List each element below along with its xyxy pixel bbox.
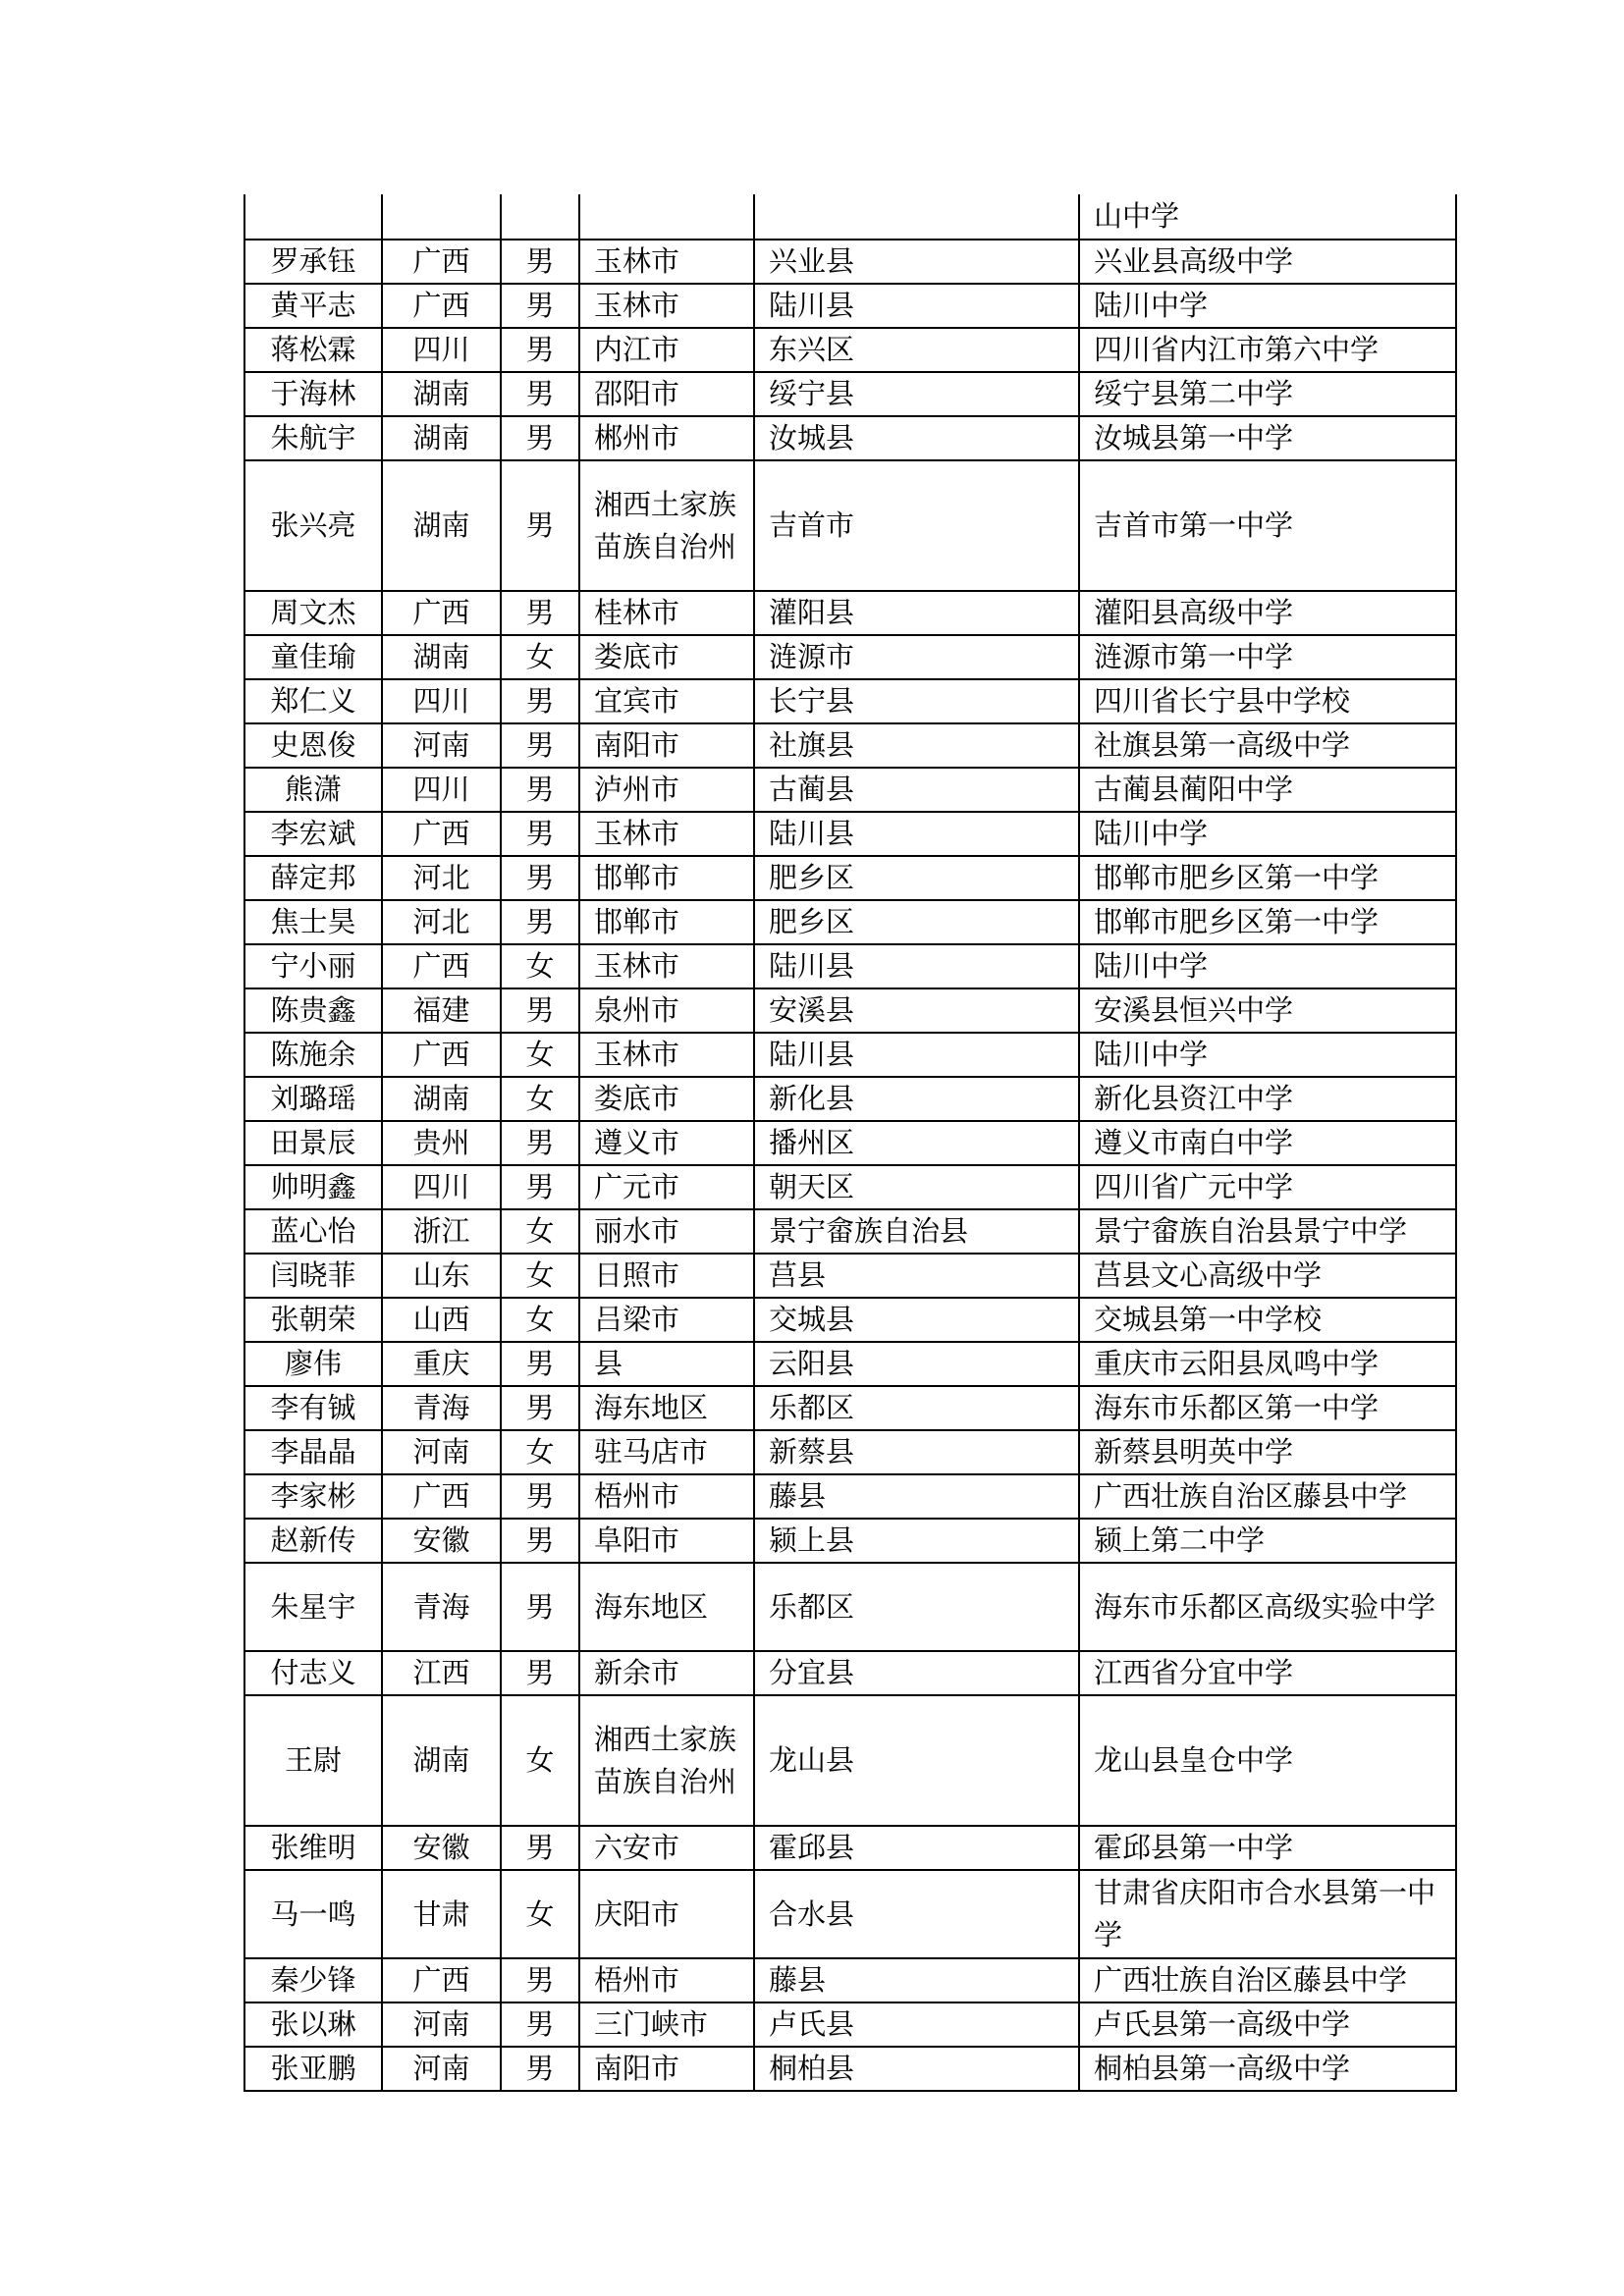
province-cell: 广西 [382,591,501,635]
city-cell: 玉林市 [579,1033,754,1077]
name-cell: 焦士昊 [244,900,382,944]
city-cell: 玉林市 [579,812,754,856]
city-cell: 泉州市 [579,988,754,1033]
province-cell: 山西 [382,1298,501,1342]
city-cell: 遵义市 [579,1121,754,1165]
table-row [244,812,1456,856]
province-cell: 广西 [382,812,501,856]
city-cell: 桂林市 [579,591,754,635]
city-cell: 湘西土家族苗族自治州 [579,460,754,591]
school-cell: 邯郸市肥乡区第一中学 [1079,856,1456,900]
county-cell: 莒县 [754,1254,1079,1298]
table-row [244,372,1456,416]
county-cell: 安溪县 [754,988,1079,1033]
gender-cell: 男 [501,591,579,635]
school-cell: 海东市乐都区高级实验中学 [1079,1563,1456,1651]
province-cell: 四川 [382,768,501,812]
name-cell: 陈施余 [244,1033,382,1077]
county-cell: 颍上县 [754,1519,1079,1563]
province-cell: 广西 [382,1033,501,1077]
province-cell: 湖南 [382,460,501,591]
gender-cell: 男 [501,1165,579,1209]
city-cell: 海东地区 [579,1563,754,1651]
student-roster-table [244,194,1457,2092]
name-cell: 熊潇 [244,768,382,812]
city-cell: 日照市 [579,1254,754,1298]
gender-cell: 男 [501,988,579,1033]
province-cell: 广西 [382,1958,501,2002]
city-cell: 梧州市 [579,1958,754,2002]
county-cell: 新化县 [754,1077,1079,1121]
gender-cell: 男 [501,328,579,372]
province-cell: 福建 [382,988,501,1033]
school-cell: 古蔺县蔺阳中学 [1079,768,1456,812]
county-cell: 卢氏县 [754,2002,1079,2047]
city-cell: 县 [579,1342,754,1386]
school-cell: 陆川中学 [1079,1033,1456,1077]
gender-cell: 男 [501,240,579,284]
city-cell: 娄底市 [579,1077,754,1121]
school-cell: 莒县文心高级中学 [1079,1254,1456,1298]
city-cell: 南阳市 [579,723,754,768]
county-cell: 分宜县 [754,1651,1079,1695]
county-cell: 长宁县 [754,679,1079,723]
province-cell: 湖南 [382,1077,501,1121]
school-cell: 交城县第一中学校 [1079,1298,1456,1342]
table-row [244,1121,1456,1165]
table-row [244,900,1456,944]
gender-cell: 女 [501,1209,579,1254]
county-cell: 社旗县 [754,723,1079,768]
name-cell: 陈贵鑫 [244,988,382,1033]
school-cell: 颍上第二中学 [1079,1519,1456,1563]
gender-cell: 男 [501,723,579,768]
name-cell: 刘璐瑶 [244,1077,382,1121]
county-cell: 乐都区 [754,1563,1079,1651]
city-cell: 丽水市 [579,1209,754,1254]
school-cell: 新化县资江中学 [1079,1077,1456,1121]
city-cell: 南阳市 [579,2047,754,2091]
province-cell: 湖南 [382,416,501,460]
gender-cell: 男 [501,1651,579,1695]
school-cell: 霍邱县第一中学 [1079,1826,1456,1870]
school-cell: 江西省分宜中学 [1079,1651,1456,1695]
city-cell: 三门峡市 [579,2002,754,2047]
gender-cell: 女 [501,1430,579,1474]
table-row [244,240,1456,284]
table-row [244,1077,1456,1121]
school-cell: 汝城县第一中学 [1079,416,1456,460]
name-cell: 李有铖 [244,1386,382,1430]
table-row [244,1165,1456,1209]
province-cell: 河南 [382,723,501,768]
name-cell: 薛定邦 [244,856,382,900]
school-cell: 新蔡县明英中学 [1079,1430,1456,1474]
school-cell: 卢氏县第一高级中学 [1079,2002,1456,2047]
table-row [244,856,1456,900]
roster-body [244,194,1456,2091]
county-cell: 汝城县 [754,416,1079,460]
province-cell: 四川 [382,328,501,372]
table-row [244,1958,1456,2002]
gender-cell: 男 [501,1563,579,1651]
table-row [244,194,1456,240]
school-cell: 龙山县皇仓中学 [1079,1695,1456,1826]
name-cell: 付志义 [244,1651,382,1695]
table-row [244,1519,1456,1563]
table-row [244,1563,1456,1651]
table-row [244,1033,1456,1077]
school-cell: 涟源市第一中学 [1079,635,1456,679]
province-cell: 河南 [382,1430,501,1474]
name-cell: 赵新传 [244,1519,382,1563]
city-cell: 邯郸市 [579,856,754,900]
county-cell: 肥乡区 [754,900,1079,944]
name-cell: 张维明 [244,1826,382,1870]
province-cell: 安徽 [382,1519,501,1563]
province-cell: 贵州 [382,1121,501,1165]
table-row [244,635,1456,679]
city-cell: 庆阳市 [579,1870,754,1958]
city-cell: 邯郸市 [579,900,754,944]
school-cell: 邯郸市肥乡区第一中学 [1079,900,1456,944]
school-cell: 四川省广元中学 [1079,1165,1456,1209]
city-cell: 内江市 [579,328,754,372]
gender-cell: 女 [501,1254,579,1298]
county-cell: 云阳县 [754,1342,1079,1386]
county-cell: 灌阳县 [754,591,1079,635]
province-cell: 广西 [382,240,501,284]
name-cell: 黄平志 [244,284,382,328]
gender-cell: 女 [501,1870,579,1958]
city-cell: 郴州市 [579,416,754,460]
county-cell: 交城县 [754,1298,1079,1342]
school-cell: 社旗县第一高级中学 [1079,723,1456,768]
table-row [244,1870,1456,1958]
name-cell: 周文杰 [244,591,382,635]
gender-cell: 男 [501,2047,579,2091]
gender-cell: 女 [501,944,579,988]
school-cell: 重庆市云阳县凤鸣中学 [1079,1342,1456,1386]
province-cell: 重庆 [382,1342,501,1386]
gender-cell: 女 [501,635,579,679]
province-cell: 山东 [382,1254,501,1298]
gender-cell: 男 [501,1342,579,1386]
province-cell: 河南 [382,2047,501,2091]
name-cell: 李家彬 [244,1474,382,1519]
school-cell: 桐柏县第一高级中学 [1079,2047,1456,2091]
county-cell: 陆川县 [754,812,1079,856]
province-cell: 安徽 [382,1826,501,1870]
name-cell: 田景辰 [244,1121,382,1165]
county-cell: 乐都区 [754,1386,1079,1430]
name-cell: 闫晓菲 [244,1254,382,1298]
province-cell: 浙江 [382,1209,501,1254]
county-cell: 龙山县 [754,1695,1079,1826]
city-cell: 广元市 [579,1165,754,1209]
city-cell: 邵阳市 [579,372,754,416]
school-cell: 陆川中学 [1079,284,1456,328]
gender-cell: 女 [501,1298,579,1342]
gender-cell: 男 [501,900,579,944]
city-cell: 梧州市 [579,1474,754,1519]
county-cell: 藤县 [754,1958,1079,2002]
county-cell: 古蔺县 [754,768,1079,812]
city-cell: 湘西土家族苗族自治州 [579,1695,754,1826]
table-row [244,1298,1456,1342]
gender-cell: 男 [501,284,579,328]
gender-cell [501,194,579,240]
school-cell: 景宁畲族自治县景宁中学 [1079,1209,1456,1254]
table-row [244,768,1456,812]
county-cell [754,194,1079,240]
name-cell: 罗承钰 [244,240,382,284]
name-cell: 王尉 [244,1695,382,1826]
table-row [244,1430,1456,1474]
name-cell: 童佳瑜 [244,635,382,679]
gender-cell: 男 [501,1519,579,1563]
school-cell: 陆川中学 [1079,812,1456,856]
gender-cell: 男 [501,1121,579,1165]
name-cell: 李晶晶 [244,1430,382,1474]
name-cell: 朱航宇 [244,416,382,460]
city-cell: 六安市 [579,1826,754,1870]
county-cell: 绥宁县 [754,372,1079,416]
school-cell: 灌阳县高级中学 [1079,591,1456,635]
gender-cell: 男 [501,2002,579,2047]
county-cell: 景宁畲族自治县 [754,1209,1079,1254]
province-cell: 广西 [382,1474,501,1519]
province-cell: 四川 [382,1165,501,1209]
school-cell: 海东市乐都区第一中学 [1079,1386,1456,1430]
city-cell: 阜阳市 [579,1519,754,1563]
school-cell: 四川省长宁县中学校 [1079,679,1456,723]
province-cell: 河北 [382,856,501,900]
province-cell: 湖南 [382,635,501,679]
table-row [244,1386,1456,1430]
province-cell: 湖南 [382,372,501,416]
province-cell: 甘肃 [382,1870,501,1958]
county-cell: 兴业县 [754,240,1079,284]
county-cell: 霍邱县 [754,1826,1079,1870]
county-cell: 合水县 [754,1870,1079,1958]
name-cell: 马一鸣 [244,1870,382,1958]
city-cell [579,194,754,240]
table-row [244,1254,1456,1298]
city-cell: 宜宾市 [579,679,754,723]
name-cell: 蓝心怡 [244,1209,382,1254]
name-cell: 秦少锋 [244,1958,382,2002]
table-row [244,944,1456,988]
county-cell: 陆川县 [754,284,1079,328]
gender-cell: 男 [501,812,579,856]
gender-cell: 男 [501,679,579,723]
name-cell: 廖伟 [244,1342,382,1386]
city-cell: 海东地区 [579,1386,754,1430]
school-cell: 兴业县高级中学 [1079,240,1456,284]
gender-cell: 男 [501,856,579,900]
school-cell: 吉首市第一中学 [1079,460,1456,591]
gender-cell: 男 [501,768,579,812]
table-row [244,2047,1456,2091]
table-row [244,1209,1456,1254]
province-cell: 广西 [382,944,501,988]
table-row [244,1826,1456,1870]
province-cell: 河北 [382,900,501,944]
name-cell [244,194,382,240]
name-cell: 宁小丽 [244,944,382,988]
county-cell: 藤县 [754,1474,1079,1519]
name-cell: 张亚鹏 [244,2047,382,2091]
gender-cell: 女 [501,1695,579,1826]
gender-cell: 男 [501,460,579,591]
city-cell: 泸州市 [579,768,754,812]
province-cell: 广西 [382,284,501,328]
school-cell: 甘肃省庆阳市合水县第一中学 [1079,1870,1456,1958]
school-cell: 绥宁县第二中学 [1079,372,1456,416]
table-row [244,1474,1456,1519]
city-cell: 吕梁市 [579,1298,754,1342]
county-cell: 新蔡县 [754,1430,1079,1474]
table-row [244,1695,1456,1826]
city-cell: 新余市 [579,1651,754,1695]
table-row [244,2002,1456,2047]
city-cell: 驻马店市 [579,1430,754,1474]
county-cell: 东兴区 [754,328,1079,372]
table-row [244,1342,1456,1386]
province-cell: 四川 [382,679,501,723]
school-cell: 山中学 [1079,194,1456,240]
school-cell: 广西壮族自治区藤县中学 [1079,1958,1456,2002]
province-cell: 青海 [382,1386,501,1430]
gender-cell: 男 [501,372,579,416]
city-cell: 娄底市 [579,635,754,679]
county-cell: 陆川县 [754,1033,1079,1077]
table-row [244,460,1456,591]
school-cell: 安溪县恒兴中学 [1079,988,1456,1033]
province-cell: 青海 [382,1563,501,1651]
name-cell: 蒋松霖 [244,328,382,372]
gender-cell: 女 [501,1033,579,1077]
name-cell: 帅明鑫 [244,1165,382,1209]
county-cell: 播州区 [754,1121,1079,1165]
county-cell: 吉首市 [754,460,1079,591]
province-cell: 湖南 [382,1695,501,1826]
province-cell: 河南 [382,2002,501,2047]
school-cell: 广西壮族自治区藤县中学 [1079,1474,1456,1519]
county-cell: 朝天区 [754,1165,1079,1209]
province-cell: 江西 [382,1651,501,1695]
county-cell: 涟源市 [754,635,1079,679]
table-row [244,591,1456,635]
city-cell: 玉林市 [579,284,754,328]
city-cell: 玉林市 [579,944,754,988]
city-cell: 玉林市 [579,240,754,284]
table-row [244,328,1456,372]
school-cell: 遵义市南白中学 [1079,1121,1456,1165]
county-cell: 肥乡区 [754,856,1079,900]
county-cell: 陆川县 [754,944,1079,988]
gender-cell: 男 [501,416,579,460]
gender-cell: 女 [501,1077,579,1121]
name-cell: 张朝荣 [244,1298,382,1342]
school-cell: 四川省内江市第六中学 [1079,328,1456,372]
table-row [244,723,1456,768]
name-cell: 朱星宇 [244,1563,382,1651]
name-cell: 李宏斌 [244,812,382,856]
name-cell: 史恩俊 [244,723,382,768]
gender-cell: 男 [501,1958,579,2002]
table-row [244,284,1456,328]
table-row [244,1651,1456,1695]
gender-cell: 男 [501,1474,579,1519]
table-row [244,679,1456,723]
school-cell: 陆川中学 [1079,944,1456,988]
name-cell: 于海林 [244,372,382,416]
table-row [244,416,1456,460]
gender-cell: 男 [501,1386,579,1430]
name-cell: 张兴亮 [244,460,382,591]
table-row [244,988,1456,1033]
province-cell [382,194,501,240]
name-cell: 张以琳 [244,2002,382,2047]
gender-cell: 男 [501,1826,579,1870]
county-cell: 桐柏县 [754,2047,1079,2091]
name-cell: 郑仁义 [244,679,382,723]
